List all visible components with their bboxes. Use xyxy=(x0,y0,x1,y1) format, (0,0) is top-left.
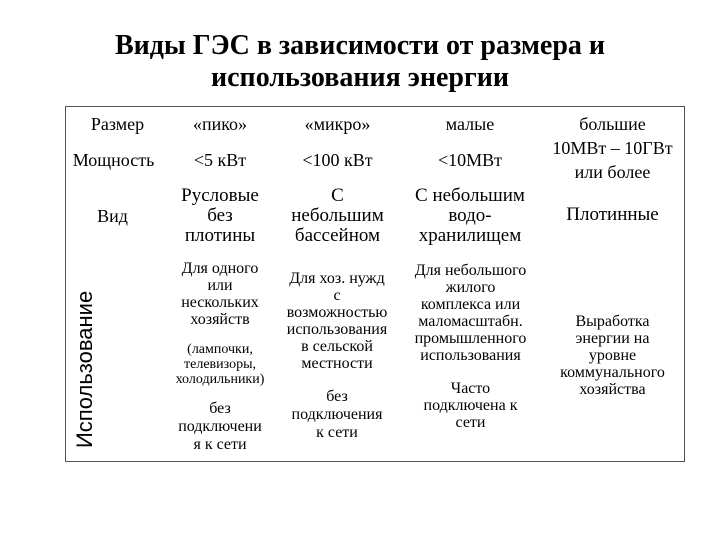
usage-large-line: хозяйства xyxy=(579,381,646,398)
usage-large xyxy=(540,313,685,398)
usage-pico-grid-line: я к сети xyxy=(193,436,247,453)
usage-pico-line: нескольких xyxy=(181,294,259,311)
type-micro-line: небольшим xyxy=(291,205,384,226)
usage-micro-grid-line: к сети xyxy=(316,424,358,441)
type-pico xyxy=(165,186,275,246)
type-small xyxy=(400,186,540,246)
usage-large-line: уровне xyxy=(588,347,637,364)
usage-small-line: промышленного xyxy=(414,330,527,347)
type-pico-line: без xyxy=(207,205,233,226)
usage-small-grid-line: Часто xyxy=(450,380,491,397)
usage-large-line: Выработка xyxy=(575,313,650,330)
usage-small-line: комплекса или xyxy=(420,296,521,313)
usage-small-main xyxy=(398,262,543,364)
usage-large-line: энергии на xyxy=(575,330,650,347)
power-micro: <100 кВт xyxy=(302,150,373,170)
usage-small-line: использования xyxy=(420,347,521,364)
usage-small-grid-line: сети xyxy=(455,414,486,431)
header-large: большие xyxy=(579,114,646,134)
power-large-line1: 10МВт – 10ГВт xyxy=(552,138,673,158)
power-small: <10МВт xyxy=(437,150,503,170)
title-line-1: Виды ГЭС в зависимости от размера и xyxy=(114,30,606,61)
usage-small-grid xyxy=(398,380,543,431)
usage-pico-grid-line: подключени xyxy=(178,418,262,435)
usage-pico-example: (лампочки, xyxy=(187,342,253,357)
usage-label: Использование xyxy=(72,290,97,448)
header-pico: «пико» xyxy=(192,114,248,134)
type-pico-line: Русловые xyxy=(181,185,259,206)
usage-pico-line: Для одного xyxy=(181,260,259,277)
usage-large-line: коммунального xyxy=(560,364,665,381)
header-small: малые xyxy=(445,114,495,134)
usage-micro-line: использования xyxy=(286,321,388,338)
power-large-line2: или более xyxy=(574,162,651,182)
usage-pico-line: хозяйств xyxy=(190,311,250,328)
usage-pico-examples xyxy=(160,342,280,387)
usage-small-line: маломасштабн. xyxy=(418,313,523,330)
usage-micro-line: возможностью xyxy=(286,304,388,321)
type-micro xyxy=(275,186,400,246)
usage-small-grid-line: подключена к xyxy=(423,397,518,414)
page-title xyxy=(0,30,720,94)
usage-small-line: жилого xyxy=(445,279,496,296)
type-small-line: хранилищем xyxy=(418,225,522,246)
usage-pico-main xyxy=(160,260,280,328)
usage-pico-grid xyxy=(160,400,280,454)
type-pico-line: плотины xyxy=(184,225,256,246)
type-micro-line: С xyxy=(331,185,344,206)
usage-pico-example: телевизоры, xyxy=(184,357,256,372)
usage-micro-grid-line: без xyxy=(326,388,348,405)
type-small-line: С небольшим xyxy=(415,185,525,206)
power-pico: <5 кВт xyxy=(193,150,247,170)
usage-small-line: Для небольшого xyxy=(414,262,527,279)
type-micro-line: бассейном xyxy=(294,225,381,246)
usage-pico-line: или xyxy=(207,277,233,294)
usage-micro-line: с xyxy=(333,287,341,304)
type-small-line: водо- xyxy=(448,205,492,226)
usage-pico-example: холодильники) xyxy=(175,372,265,387)
header-micro: «микро» xyxy=(304,114,371,134)
header-size: Размер xyxy=(90,114,145,134)
power-label: Мощность xyxy=(72,150,155,170)
usage-micro-line: местности xyxy=(301,355,373,372)
usage-micro-main xyxy=(272,270,402,372)
title-line-2: использования энергии xyxy=(211,62,509,93)
usage-pico-grid-line: без xyxy=(209,400,231,417)
usage-micro-line: Для хоз. нужд xyxy=(289,270,385,287)
usage-micro-grid-line: подключения xyxy=(291,406,383,423)
type-label: Вид xyxy=(97,206,128,226)
type-large: Плотинные xyxy=(566,204,659,225)
usage-micro-grid xyxy=(272,388,402,442)
usage-micro-line: в сельской xyxy=(301,338,373,355)
